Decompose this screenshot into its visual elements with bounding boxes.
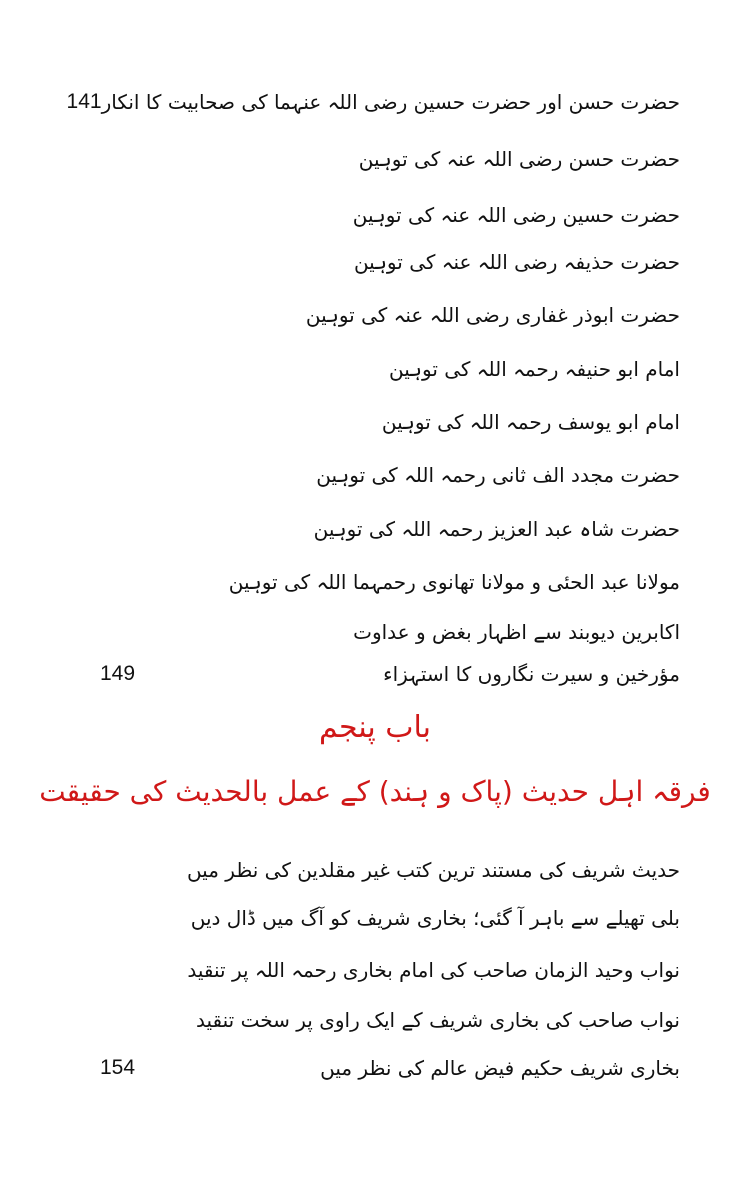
toc-entry [100, 240, 680, 284]
toc-entry [100, 848, 680, 892]
toc-entry-title: مولانا عبد الحئی و مولانا تھانوی رحمہما اللہ کی توہین [228, 570, 680, 594]
toc-entry [100, 507, 680, 551]
toc-entry-title: حضرت شاہ عبد العزیز رحمہ اللہ کی توہین [313, 517, 680, 541]
toc-entry [100, 347, 680, 391]
toc-entry-title: نواب صاحب کی بخاری شریف کے ایک راوی پر سخت تنقید [195, 1008, 680, 1032]
toc-entry-title: مؤرخین و سیرت نگاروں کا استہزاء [383, 662, 680, 686]
toc-entry [100, 948, 680, 992]
toc-entry [100, 453, 680, 497]
toc-entry [100, 652, 680, 696]
toc-entry-title: امام ابو یوسف رحمہ اللہ کی توہین [381, 410, 680, 434]
toc-page-number: 154 [100, 1056, 136, 1079]
toc-entry-title: حضرت مجدد الف ثانی رحمہ اللہ کی توہین [316, 463, 680, 487]
toc-entry-title: حضرت حسن اور حضرت حسین رضی اللہ عنہما کی صحابیت کا انکار [101, 90, 680, 114]
toc-entry-title: حضرت حسن رضی اللہ عنہ کی توہین [358, 147, 680, 171]
toc-entry-title: حضرت ابوذر غفاری رضی اللہ عنہ کی توہین [305, 303, 680, 327]
toc-entry-title: بخاری شریف حکیم فیض عالم کی نظر میں [320, 1056, 680, 1080]
toc-page-number: 141 [66, 90, 102, 113]
toc-entry-title: بلی تھیلے سے باہر آ گئی؛ بخاری شریف کو آگ میں ڈال دیں [190, 906, 680, 930]
toc-entry [100, 610, 680, 654]
toc-page-number: 149 [100, 662, 136, 685]
toc-entry-title: امام ابو حنیفہ رحمہ اللہ کی توہین [389, 357, 680, 381]
toc-entry [100, 193, 680, 237]
toc-entry [100, 896, 680, 940]
toc-entry-title: حضرت حذیفہ رضی اللہ عنہ کی توہین [353, 250, 680, 274]
toc-entry-title: حضرت حسین رضی اللہ عنہ کی توہین [352, 203, 680, 227]
chapter-title: فرقہ اہل حدیث (پاک و ہند) کے عمل بالحدیث کی حقیقت [39, 775, 711, 808]
toc-entry [100, 1046, 680, 1090]
toc-entry [100, 998, 680, 1042]
toc-entry-title: حدیث شریف کی مستند ترین کتب غیر مقلدین کی نظر میں [186, 858, 680, 882]
toc-entry [100, 293, 680, 337]
toc-entry-title: نواب وحید الزمان صاحب کی امام بخاری رحمہ اللہ پر تنقید [187, 958, 680, 982]
toc-entry [100, 400, 680, 444]
toc-entry [66, 80, 680, 124]
chapter-label: باب پنجم [318, 710, 431, 745]
toc-entry [100, 137, 680, 181]
toc-entry-title: اکابرین دیوبند سے اظہار بغض و عداوت [353, 620, 680, 644]
toc-entry [100, 560, 680, 604]
